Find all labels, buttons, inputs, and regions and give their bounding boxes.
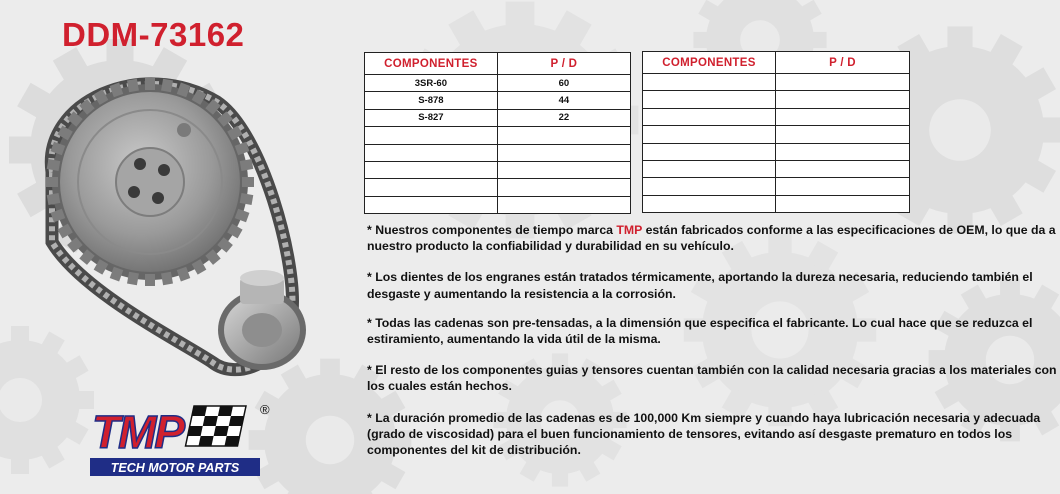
pd-cell: 22 [497,109,630,126]
table-row [365,75,631,92]
pd-cell [776,108,910,125]
product-code-title: DDM-73162 [62,16,245,53]
table-row [365,144,631,161]
component-cell [643,143,776,160]
pd-cell [776,143,910,160]
table-row [365,109,631,126]
pd-cell [497,127,630,144]
pd-cell [776,178,910,195]
component-cell [643,126,776,143]
pd-header: P / D [497,53,630,75]
note-chain-duration: * La duración promedio de las cadenas es de 100,000 Km siempre y cuando haya lubricación necesaria y adecuada (grado de viscosidad) para el buen funcionamiento de tensores, evitando así desgaste prematuro en todos los componentes del kit de distribución. [367,410,1041,458]
components-table-2 [642,51,910,213]
component-cell: 3SR-60 [365,75,498,92]
components-header: COMPONENTES [365,53,498,75]
pd-cell [497,179,630,196]
table-row [643,143,910,160]
pd-cell: 44 [497,92,630,109]
logo-wordmark: TMP [92,406,184,458]
pd-cell [776,126,910,143]
table-row [365,196,631,213]
table-row [365,161,631,178]
note-guides-tensioners: * El resto de los componentes guias y tensores cuentan también con la calidad necesaria gracias a los materiales con los cuales están hechos. [367,363,1057,394]
table-row [643,195,910,212]
components-table-1 [364,52,631,214]
component-cell: S-827 [365,109,498,126]
component-cell [643,108,776,125]
component-cell [643,195,776,212]
pd-cell [776,91,910,108]
note-text: * Nuestros componentes de tiempo marca [367,223,617,237]
pd-cell [776,195,910,212]
timing-chain-kit-image [22,62,340,392]
product-notes [367,222,1057,473]
checkered-flag-icon [185,406,246,446]
note-oem-quality [367,222,1057,254]
note-pre-tensioned: * Todas las cadenas son pre-tensadas, a la dimensión que especifica el fabricante. Lo cual hace que se reduzca el estiramiento, aumentando la vida útil de la misma. [367,315,1033,347]
tmp-logo [90,402,290,478]
component-cell [365,127,498,144]
pd-cell [776,160,910,177]
component-cell [643,91,776,108]
table-row [365,92,631,109]
table-row [643,126,910,143]
components-header: COMPONENTES [643,52,776,74]
pd-cell [497,196,630,213]
table-row [643,178,910,195]
pd-cell [497,144,630,161]
pd-cell [776,74,910,91]
component-cell [365,144,498,161]
logo-tagline: TECH MOTOR PARTS [110,461,240,475]
table-row [643,74,910,91]
table-header-row [365,53,631,75]
component-cell [365,179,498,196]
table-row [365,179,631,196]
pd-header: P / D [776,52,910,74]
note-heat-treatment: * Los dientes de los engranes están tratados térmicamente, aportando la dureza necesaria, reduciendo también el desgaste y aumentando la resistencia a la corrosión. [367,270,1033,301]
brand-highlight: TMP [616,223,643,237]
pd-cell: 60 [497,75,630,92]
note-text: están fabricados conforme a las especificaciones de OEM, lo que da a nuestro producto la confiabilidad y durabilidad en su vehículo. [367,223,1056,254]
table-row [365,127,631,144]
component-cell [643,74,776,91]
component-cell [365,196,498,213]
table-row [643,160,910,177]
table-row [643,91,910,108]
component-cell [643,178,776,195]
registered-mark: ® [260,402,270,417]
table-row [643,108,910,125]
component-cell: S-878 [365,92,498,109]
component-cell [643,160,776,177]
component-cell [365,161,498,178]
pd-cell [497,161,630,178]
table-header-row [643,52,910,74]
